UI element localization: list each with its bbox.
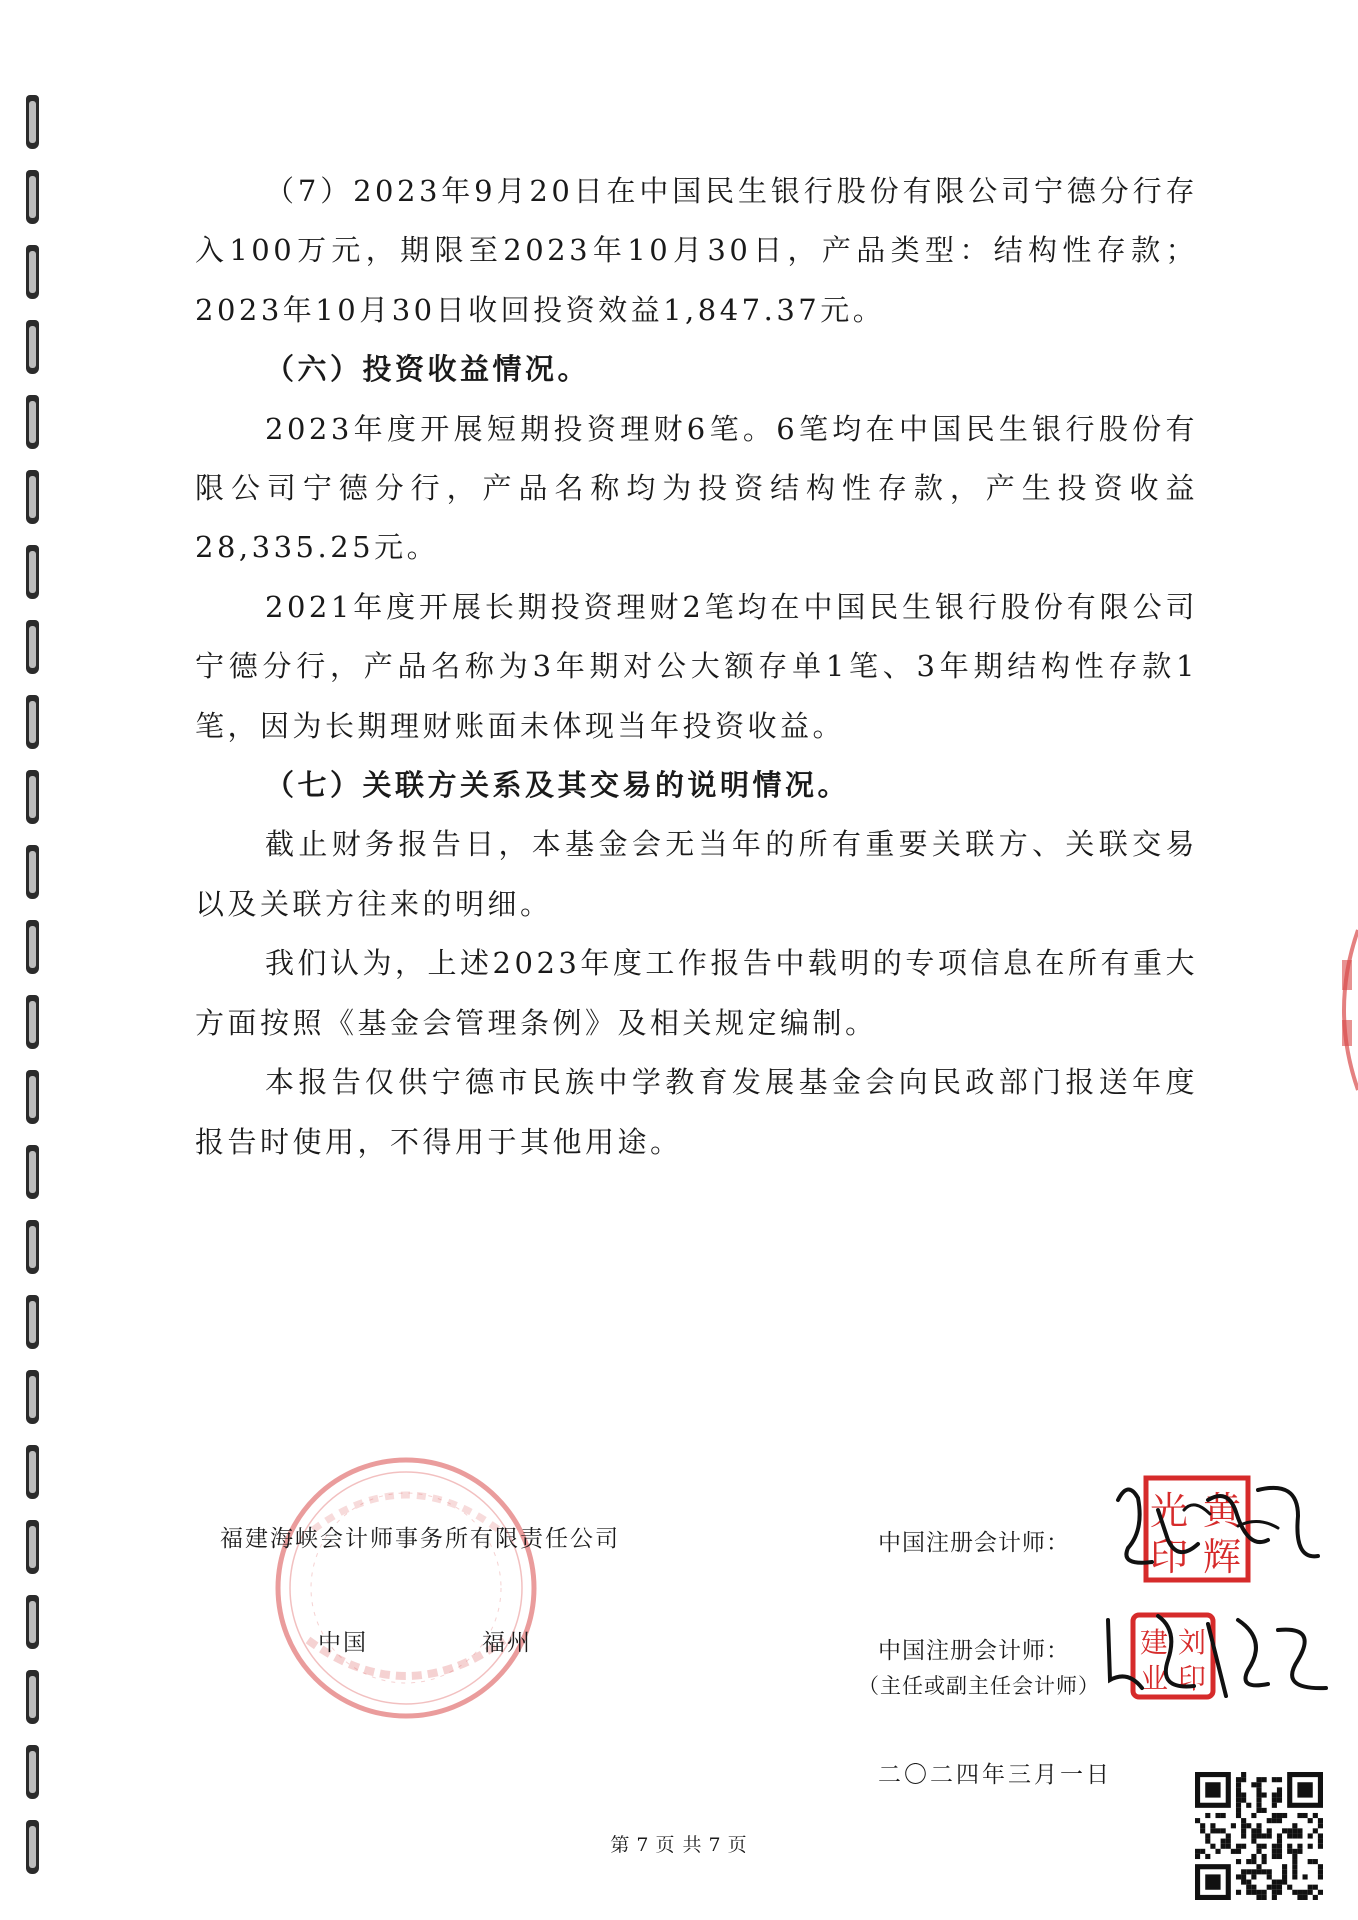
binding-hole xyxy=(26,1295,39,1349)
paragraph-usage-restriction: 本报告仅供宁德市民族中学教育发展基金会向民政部门报送年度报告时使用，不得用于其他用途。 xyxy=(195,1065,1198,1159)
page-footer xyxy=(0,1830,1358,1857)
cpa-label-first: 中国注册会计师： xyxy=(878,1530,1070,1556)
section-heading-7: （七）关联方关系及其交易的说明情况。 xyxy=(265,768,851,803)
footer-middle: 页 共 xyxy=(655,1834,703,1856)
binding-hole xyxy=(26,395,39,449)
binding-hole xyxy=(26,320,39,374)
binding-hole xyxy=(26,1595,39,1649)
binding-hole xyxy=(26,620,39,674)
binding-hole xyxy=(26,1670,39,1724)
seal2-char-2: 刘 xyxy=(1177,1626,1207,1659)
cpa-role-note: （主任或副主任会计师） xyxy=(858,1674,1100,1698)
edge-seal-stamp xyxy=(1330,920,1358,1100)
binding-hole xyxy=(26,170,39,224)
binding-hole xyxy=(26,845,39,899)
seal1-char-1: 光 xyxy=(1149,1489,1189,1533)
binding-hole xyxy=(26,545,39,599)
paragraph-related-parties: 截止财务报告日，本基金会无当年的所有重要关联方、关联交易以及关联方往来的明细。 xyxy=(195,827,1198,921)
footer-prefix: 第 xyxy=(610,1834,631,1856)
binding-hole xyxy=(26,1745,39,1799)
binding-hole xyxy=(26,1070,39,1124)
cpa-signature-2 xyxy=(1098,1600,1330,1710)
seal2-char-4: 印 xyxy=(1177,1662,1207,1695)
binding-hole xyxy=(26,1370,39,1424)
binding-hole xyxy=(26,245,39,299)
binding-hole xyxy=(26,1520,39,1574)
binding-hole xyxy=(26,470,39,524)
binding-strip xyxy=(22,95,44,1895)
binding-hole xyxy=(26,1220,39,1274)
paragraph-opinion: 我们认为，上述2023年度工作报告中载明的专项信息在所有重大方面按照《基金会管理条例》及相关规定编制。 xyxy=(195,946,1198,1040)
binding-hole xyxy=(26,770,39,824)
audit-firm-name: 福建海峡会计师事务所有限责任公司 xyxy=(220,1526,620,1552)
country-label: 中国 xyxy=(318,1630,368,1656)
report-date: 二〇二四年三月一日 xyxy=(878,1762,1112,1788)
seal2-char-3: 业 xyxy=(1139,1662,1169,1695)
firm-seal-stamp xyxy=(268,1450,544,1726)
footer-suffix: 页 xyxy=(727,1834,748,1856)
seal1-char-4: 辉 xyxy=(1202,1535,1242,1579)
footer-total-pages: 7 xyxy=(708,1834,722,1856)
binding-hole xyxy=(26,695,39,749)
cpa-signature-1 xyxy=(1098,1470,1320,1580)
binding-hole xyxy=(26,920,39,974)
paragraph-short-term-investment: 2023年度开展短期投资理财6笔。6笔均在中国民生银行股份有限公司宁德分行，产品名称均为投资结构性存款，产生投资收益28,335.25元。 xyxy=(195,411,1198,565)
binding-hole xyxy=(26,1445,39,1499)
binding-hole xyxy=(26,95,39,149)
city-label: 福州 xyxy=(482,1630,532,1656)
section-heading-6: （六）投资收益情况。 xyxy=(265,352,591,387)
cpa-label-second: 中国注册会计师： xyxy=(878,1638,1070,1664)
binding-hole xyxy=(26,1145,39,1199)
binding-hole xyxy=(26,995,39,1049)
paragraph-item-7: （7）2023年9月20日在中国民生银行股份有限公司宁德分行存入100万元，期限至2023年10月30日，产品类型：结构性存款；2023年10月30日收回投资效益1,847.37元。 xyxy=(195,174,1198,327)
seal2-char-1: 建 xyxy=(1139,1626,1169,1659)
footer-page-number: 7 xyxy=(636,1834,650,1856)
seal1-char-3: 印 xyxy=(1149,1535,1189,1579)
report-body xyxy=(195,162,1198,1172)
seal1-char-2: 黄 xyxy=(1202,1489,1242,1533)
paragraph-long-term-investment: 2021年度开展长期投资理财2笔均在中国民生银行股份有限公司宁德分行，产品名称为3年期对公大额存单1笔、3年期结构性存款1笔，因为长期理财账面未体现当年投资收益。 xyxy=(195,589,1198,743)
